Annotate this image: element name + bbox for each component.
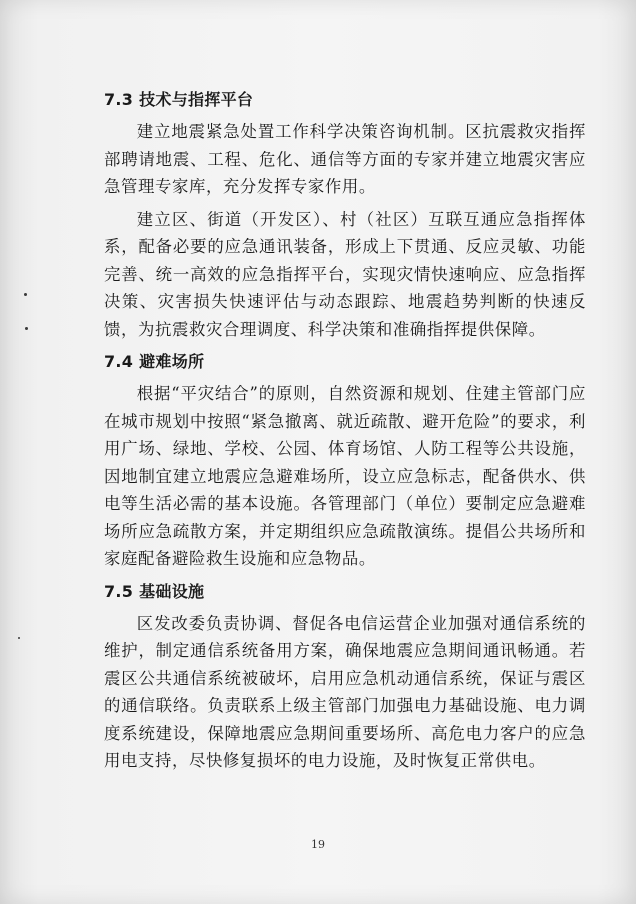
document-body [104, 86, 586, 780]
page-number: 19 [311, 838, 325, 851]
section-heading-7-3: 7.3 技术与指挥平台 [104, 90, 254, 109]
paragraph: 根据“平灾结合”的原则，自然资源和规划、住建主管部门应在城市规划中按照“紧急撤离、就近疏散、避开危险”的要求，利用广场、绿地、学校、公园、体育场馆、人防工程等公共设施，因地制宜建立地震应急避难场所，设立应急标志，配备供水、供电等生活必需的基本设施。各管理部门（单位）要制定应急避难场所应急疏散方案，并定期组织应急疏散演练。提倡公共场所和家庭配备避险救生设施和应急物品。 [104, 384, 586, 568]
paragraph: 建立地震紧急处置工作科学决策咨询机制。区抗震救灾指挥部聘请地震、工程、危化、通信等方面的专家并建立地震灾害应急管理专家库，充分发挥专家作用。 [104, 122, 586, 196]
scan-speck [25, 327, 28, 330]
scan-speck [18, 637, 20, 639]
paragraph: 区发改委负责协调、督促各电信运营企业加强对通信系统的维护，制定通信系统备用方案，确保地震应急期间通讯畅通。若震区公共通信系统被破坏，启用应急机动通信系统，保证与震区的通信联络。负责联系上级主管部门加强电力基础设施、电力调度系统建设，保障地震应急期间重要场所、高危电力客户的应急用电支持，尽快修复损坏的电力设施，及时恢复正常供电。 [104, 613, 586, 770]
section-heading-7-4: 7.4 避难场所 [104, 352, 205, 371]
section-heading-7-5: 7.5 基础设施 [104, 581, 205, 601]
paragraph: 建立区、街道（开发区）、村（社区）互联互通应急指挥体系，配备必要的应急通讯装备，形成上下贯通、反应灵敏、功能完善、统一高效的应急指挥平台，实现灾情快速响应、应急指挥决策、灾害损失快速评估与动态跟踪、地震趋势判断的快速反馈，为抗震救灾合理调度、科学决策和准确指挥提供保障。 [104, 209, 586, 339]
scan-speck [24, 293, 27, 296]
